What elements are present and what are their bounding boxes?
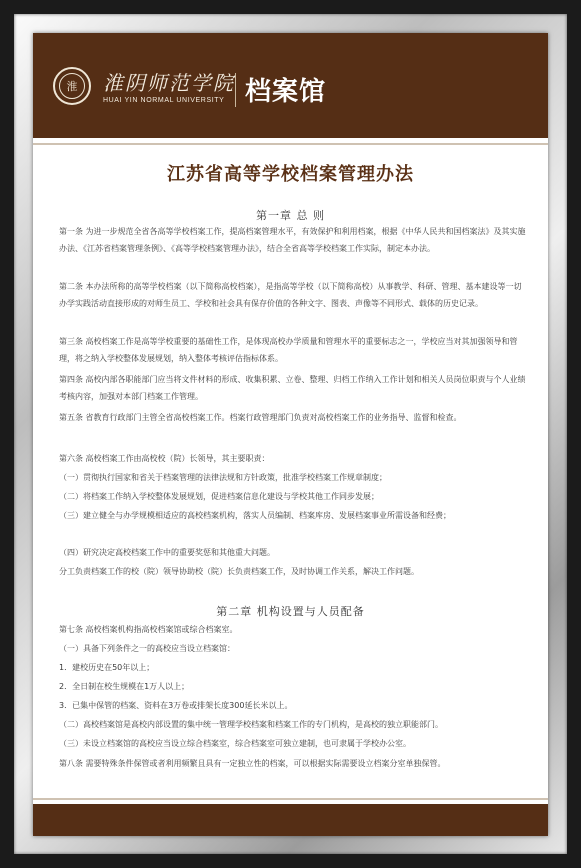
paragraph: 第四条 高校内部各职能部门应当将文件材料的形成、收集积累、立卷、整理、归档工作纳入工作计划和相关人员岗位职责与个人业绩考核内容，加强对本部门档案工作管理。 (59, 375, 526, 401)
university-seal-icon (53, 67, 91, 105)
footer-rule (33, 798, 548, 800)
document-title: 江苏省高等学校档案管理办法 (167, 164, 414, 185)
paragraph: （三）建立健全与办学规模相适应的高校档案机构，落实人员编制、档案库房、发展档案事业所需设备和经费； (59, 511, 451, 520)
paragraph: 第六条 高校档案工作由高校校（院）长领导，其主要职责： (59, 454, 270, 463)
paragraph: 分工负责档案工作的校（院）领导协助校（院）长负责档案工作，及时协调工作关系，解决工作问题。 (59, 567, 419, 576)
paragraph: （二）将档案工作纳入学校整体发展规划，促进档案信息化建设与学校其他工作同步发展； (59, 492, 379, 501)
archive-label: 档案馆 (245, 77, 327, 107)
header-divider (235, 73, 236, 107)
paragraph: 第八条 需要特殊条件保管或者利用频繁且具有一定独立性的档案，可以根据实际需要设立档案分室单独保管。 (59, 759, 446, 768)
footer-banner (33, 804, 548, 836)
paragraph: 1．建校历史在50年以上； (59, 663, 155, 672)
header-rule (33, 143, 548, 145)
paragraph: （一）具备下列条件之一的高校应当设立档案馆： (59, 644, 235, 653)
paragraph: 第一条 为进一步规范全省各高等学校档案工作，提高档案管理水平，有效保护和利用档案，根据《中华人民共和国档案法》及其实施办法、《江苏省档案管理条例》、《高等学校档案管理办法》，结合全省高等学校档案工作实际，制定本办法。 (59, 227, 526, 253)
paragraph: （三）未设立档案馆的高校应当设立综合档案室，综合档案室可独立建制，也可隶属于学校办公室。 (59, 739, 411, 748)
paragraph: 第五条 省教育行政部门主管全省高校档案工作。档案行政管理部门负责对高校档案工作的业务指导、监督和检查。 (59, 413, 462, 422)
chapter-1-title: 第一章 总 则 (256, 209, 325, 222)
paragraph: 第七条 高校档案机构指高校档案馆或综合档案室。 (59, 625, 238, 634)
paragraph: （二）高校档案馆是高校内部设置的集中统一管理学校档案和档案工作的专门机构，是高校的独立职能部门。 (59, 720, 443, 729)
paragraph: 第三条 高校档案工作是高等学校重要的基础性工作，是体现高校办学质量和管理水平的重要标志之一，学校应当对其加强领导和管理，将之纳入学校整体发展规划，纳入整体考核评估指标体系。 (59, 337, 518, 363)
paragraph: 3．已集中保管的档案、资料在3万卷或排架长度300延长米以上。 (59, 701, 293, 710)
university-name-en: HUAI YIN NORMAL UNIVERSITY (103, 97, 225, 104)
paragraph: 第二条 本办法所称的高等学校档案（以下简称高校档案），是指高等学校（以下简称高校）从事教学、科研、管理、基本建设等一切办学实践活动直接形成的对师生员工、学校和社会具有保存价值的各种文字、图表、声像等不同形式、载体的历史记录。 (59, 282, 522, 308)
header-banner (33, 33, 548, 138)
paragraph: （四）研究决定高校档案工作中的重要奖惩和其他重大问题。 (59, 548, 275, 557)
university-name-cn: 淮阴师范学院 (103, 71, 235, 95)
chapter-2-title: 第二章 机构设置与人员配备 (216, 605, 365, 618)
poster-panel (33, 33, 548, 836)
paragraph: （一）贯彻执行国家和省关于档案管理的法律法规和方针政策，批准学校档案工作规章制度； (59, 473, 387, 482)
seal-glyph: 淮 (59, 73, 85, 99)
paragraph: 2．全日制在校生规模在1万人以上； (59, 682, 190, 691)
